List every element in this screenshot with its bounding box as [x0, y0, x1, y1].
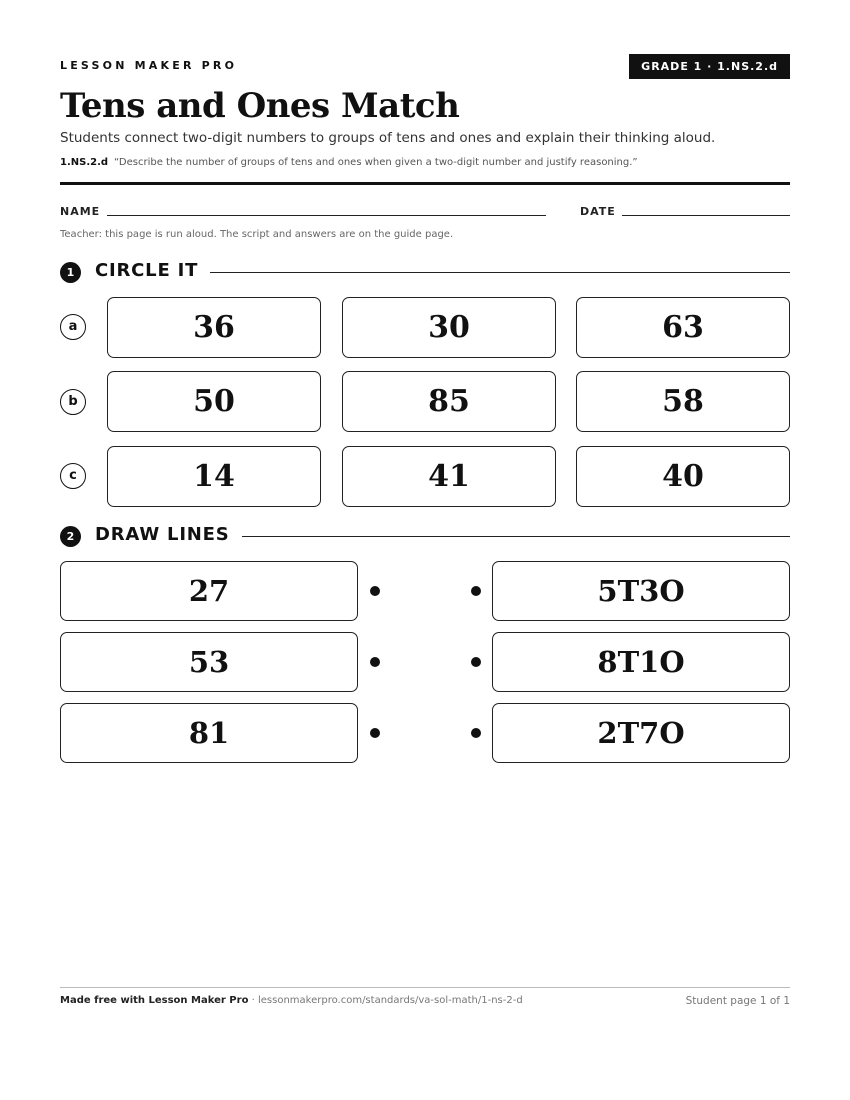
row-letter-b: b [60, 389, 86, 415]
row-letter-c: c [60, 463, 86, 489]
grade-badge: GRADE 1 · 1.NS.2.d [629, 54, 790, 79]
worksheet-page [60, 0, 790, 1100]
match-left-dot[interactable] [370, 728, 380, 738]
standard-text: “Describe the number of groups of tens and ones when given a two-digit number and justify reasoning.” [114, 157, 638, 168]
match-left-card[interactable]: 81 [60, 703, 358, 763]
number-choice[interactable]: 58 [576, 371, 790, 432]
section-rule [204, 272, 790, 273]
match-left-card[interactable]: 53 [60, 632, 358, 692]
name-field[interactable] [107, 215, 546, 216]
page-title: Tens and Ones Match [60, 86, 460, 126]
match-right-card[interactable]: 5T3O [492, 561, 790, 621]
section-circle-it-heading [60, 260, 790, 284]
footer-divider [60, 987, 790, 988]
section-title: CIRCLE IT [95, 260, 210, 281]
match-right-dot[interactable] [471, 586, 481, 596]
number-choice[interactable]: 85 [342, 371, 556, 432]
header-divider [60, 182, 790, 185]
number-choice[interactable]: 50 [107, 371, 321, 432]
page-subtitle: Students connect two-digit numbers to groups of tens and ones and explain their thinking aloud. [60, 130, 716, 146]
section-draw-lines-heading [60, 524, 790, 548]
match-left-dot[interactable] [370, 657, 380, 667]
match-right-dot[interactable] [471, 728, 481, 738]
footer-page-count: Student page 1 of 1 [685, 995, 790, 1007]
match-left-dot[interactable] [370, 586, 380, 596]
brand-name: LESSON MAKER PRO [60, 59, 238, 72]
number-choice[interactable]: 41 [342, 446, 556, 507]
number-choice[interactable]: 30 [342, 297, 556, 358]
number-choice[interactable]: 36 [107, 297, 321, 358]
section-number: 1 [60, 262, 81, 283]
section-rule [236, 536, 790, 537]
standard-line [60, 157, 638, 168]
teacher-note: Teacher: this page is run aloud. The script and answers are on the guide page. [60, 229, 454, 240]
name-label: NAME [60, 205, 101, 218]
date-field[interactable] [622, 215, 790, 216]
match-right-dot[interactable] [471, 657, 481, 667]
section-number: 2 [60, 526, 81, 547]
number-choice[interactable]: 40 [576, 446, 790, 507]
number-choice[interactable]: 63 [576, 297, 790, 358]
match-right-card[interactable]: 8T1O [492, 632, 790, 692]
footer-url[interactable]: · lessonmakerpro.com/standards/va-sol-math/1-ns-2-d [248, 995, 523, 1006]
section-title: DRAW LINES [95, 524, 242, 545]
match-right-card[interactable]: 2T7O [492, 703, 790, 763]
footer-made-with: Made free with Lesson Maker Pro [60, 995, 249, 1006]
date-label: DATE [580, 205, 616, 218]
footer-credit [60, 995, 523, 1006]
number-choice[interactable]: 14 [107, 446, 321, 507]
standard-code: 1.NS.2.d [60, 157, 109, 168]
row-letter-a: a [60, 314, 86, 340]
match-left-card[interactable]: 27 [60, 561, 358, 621]
